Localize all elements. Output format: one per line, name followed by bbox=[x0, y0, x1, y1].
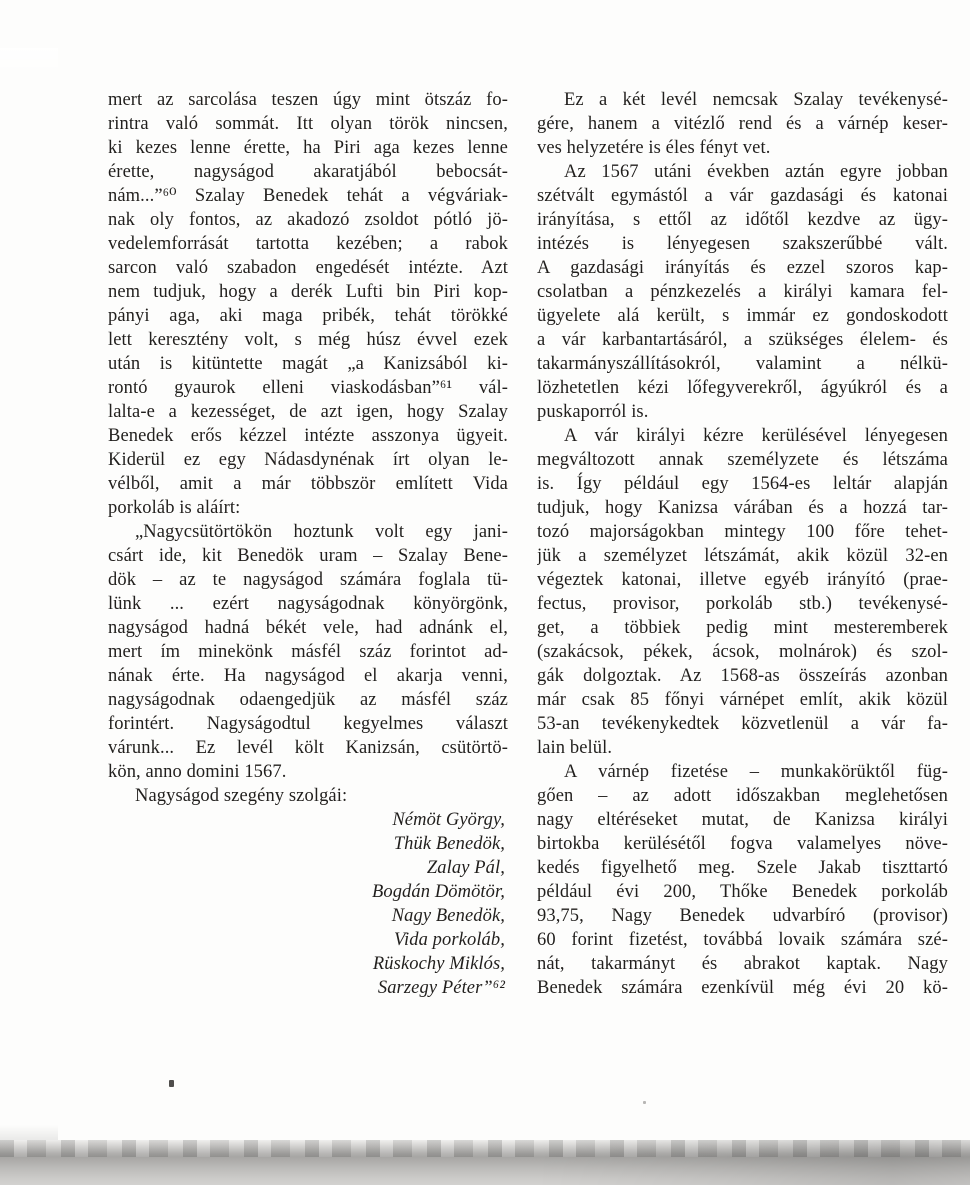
text-line: lett keresztény volt, s még húsz évvel ezek bbox=[108, 330, 508, 350]
text-line: jük a személyzet létszámát, akik közül 32-en bbox=[537, 546, 948, 566]
text-line: lünk ... ezért nagyságodnak könyörgönk, bbox=[108, 594, 508, 614]
text-line: A várnép fizetése – munkakörüktől füg- bbox=[564, 762, 948, 782]
text-line: ki kezes lenne érette, ha Piri aga kezes lenne bbox=[108, 138, 508, 158]
text-line: kön, anno domini 1567. bbox=[108, 762, 287, 782]
left-text-column bbox=[108, 88, 508, 1000]
text-line: gére, hanem a vitézlő rend és a várnép keser- bbox=[537, 114, 948, 134]
text-line: mert ím minekönk másfél száz forintot ad- bbox=[108, 642, 508, 662]
text-line: érette, nagyságod akaratjából bebocsát- bbox=[108, 162, 508, 182]
signature-line: Sarzegy Péter”⁶² bbox=[377, 978, 505, 998]
signature-line: Zalay Pál, bbox=[426, 858, 505, 878]
text-line: A gazdasági irányítás és ezzel szoros kap- bbox=[537, 258, 948, 278]
text-line: nát, takarmányt és abrakot kaptak. Nagy bbox=[537, 954, 948, 974]
text-line: ügyelete alá került, s immár ez gondoskodott bbox=[537, 306, 948, 326]
text-line: nagy eltéréseket mutat, de Kanizsa királyi bbox=[537, 810, 948, 830]
text-line: nának érte. Ha nagyságod el akarja venni, bbox=[108, 666, 508, 686]
text-line: is. Így például egy 1564-es leltár alapján bbox=[537, 474, 948, 494]
text-line: (szakácsok, pékek, ácsok, molnárok) és szol- bbox=[537, 642, 948, 662]
text-line: dök – az te nagyságod számára foglala tü- bbox=[108, 570, 508, 590]
ink-speck bbox=[169, 1080, 174, 1087]
text-line: 60 forint fizetést, továbbá lovaik számára szé- bbox=[537, 930, 948, 950]
text-line: végeztek katonai, illetve egyéb irányító (prae- bbox=[537, 570, 948, 590]
text-line: például évi 200, Thőke Benedek porkoláb bbox=[537, 882, 948, 902]
text-line: forintért. Nagyságodtul kegyelmes választ bbox=[108, 714, 508, 734]
text-line: lalta-e a kezességet, de azt igen, hogy Szalay bbox=[108, 402, 508, 422]
text-line: tozó majorságokban mintegy 100 főre tehet- bbox=[537, 522, 948, 542]
text-line: rontó gyaurok elleni viaskodásban”⁶¹ vál- bbox=[108, 378, 508, 398]
text-line: gák dolgoztak. Az 1568-as összeírás azonban bbox=[537, 666, 948, 686]
text-line: rintra való sommát. Itt olyan török nincsen, bbox=[108, 114, 508, 134]
text-line: puskaporról is. bbox=[537, 402, 649, 422]
text-line: get, a többiek pedig mint mesteremberek bbox=[537, 618, 948, 638]
text-line: nak oly fontos, az akadozó zsoldot pótló jö- bbox=[108, 210, 508, 230]
text-line: sarcon való szabadon engedését intézte. Azt bbox=[108, 258, 508, 278]
text-line: Kiderül ez egy Nádasdynénak írt olyan le- bbox=[108, 450, 508, 470]
right-text-column bbox=[537, 88, 948, 1000]
text-line: lain belül. bbox=[537, 738, 613, 758]
text-line: birtokba kerülésétől fogva valamelyes növe- bbox=[537, 834, 948, 854]
signature-line: Thük Benedök, bbox=[393, 834, 505, 854]
text-line: 93,75, Nagy Benedek udvarbíró (provisor) bbox=[537, 906, 948, 926]
text-line: szétvált egymástól a vár gazdasági és katonai bbox=[537, 186, 948, 206]
text-line: A vár királyi kézre kerülésével lényegesen bbox=[564, 426, 948, 446]
book-bottom-edge bbox=[0, 1140, 970, 1185]
text-line: már csak 85 főnyi várnépet említ, akik közül bbox=[537, 690, 948, 710]
text-line: Benedek erős kézzel intézte asszonya ügyeit. bbox=[108, 426, 508, 446]
book-left-page-edges bbox=[0, 48, 58, 1143]
text-line: csolatban a pénzkezelés a királyi kamara fel- bbox=[537, 282, 948, 302]
signature-line: Bogdán Dömötör, bbox=[371, 882, 505, 902]
text-line: 53-an tevékenykedtek közvetlenül a vár fa- bbox=[537, 714, 948, 734]
text-line: nagyságod hadná békét vele, had adnánk el, bbox=[108, 618, 508, 638]
text-line: mert az sarcolása teszen úgy mint ötszáz fo- bbox=[108, 90, 508, 110]
text-line: porkoláb is aláírt: bbox=[108, 498, 241, 518]
text-line: várunk... Ez levél költ Kanizsán, csütörtö- bbox=[108, 738, 508, 758]
signature-line: Némöt György, bbox=[392, 810, 505, 830]
text-line: megváltozott annak személyzete és létszáma bbox=[537, 450, 948, 470]
text-line: Nagyságod szegény szolgái: bbox=[135, 786, 348, 806]
text-line: Az 1567 utáni években aztán egyre jobban bbox=[564, 162, 948, 182]
text-line: ves helyzetére is éles fényt vet. bbox=[537, 138, 771, 158]
text-line: tudjuk, hogy Kanizsa várában és a hozzá tar- bbox=[537, 498, 948, 518]
text-line: nagyságodnak odaengedjük az másfél száz bbox=[108, 690, 508, 710]
text-line: lözhetetlen kézi lőfegyverekről, ágyúkról és a bbox=[537, 378, 948, 398]
text-line: irányítása, s ettől az időtől kezdve az ügy- bbox=[537, 210, 948, 230]
text-line: csárt ide, kit Benedök uram – Szalay Bene- bbox=[108, 546, 508, 566]
text-line: a vár karbantartásáról, a szükséges élelem- és bbox=[537, 330, 948, 350]
text-line: pányi aga, aki maga pribék, tehát törökké bbox=[108, 306, 508, 326]
text-line: nem tudjuk, hogy a derék Lufti bin Piri kop- bbox=[108, 282, 508, 302]
text-line: „Nagycsütörtökön hoztunk volt egy jani- bbox=[135, 522, 508, 542]
signature-line: Vida porkoláb, bbox=[393, 930, 505, 950]
ink-speck bbox=[643, 1101, 646, 1104]
text-line: kedés figyelhető meg. Szele Jakab tiszttartó bbox=[537, 858, 948, 878]
signature-line: Nagy Benedök, bbox=[391, 906, 505, 926]
text-line: vélből, amit a már többször említett Vida bbox=[108, 474, 508, 494]
text-line: fectus, provisor, porkoláb stb.) tevékenysé- bbox=[537, 594, 948, 614]
text-line: takarmányszállításokról, valamint a nélkü- bbox=[537, 354, 948, 374]
text-line: vedelemforrását tartotta kezében; a rabok bbox=[108, 234, 508, 254]
text-line: után is kitüntette magát „a Kanizsából ki- bbox=[108, 354, 508, 374]
text-line: Benedek számára ezenkívül még évi 20 kö- bbox=[537, 978, 948, 998]
signature-line: Rüskochy Miklós, bbox=[372, 954, 505, 974]
text-line: intézés is lényegesen szakszerűbbé vált. bbox=[537, 234, 948, 254]
text-line: Ez a két levél nemcsak Szalay tevékenysé- bbox=[564, 90, 948, 110]
text-line: gően – az adott időszakban meglehetősen bbox=[537, 786, 948, 806]
text-line: nám...”⁶⁰ Szalay Benedek tehát a végváriak- bbox=[108, 186, 508, 206]
bottom-right-shadow bbox=[0, 1140, 970, 1185]
